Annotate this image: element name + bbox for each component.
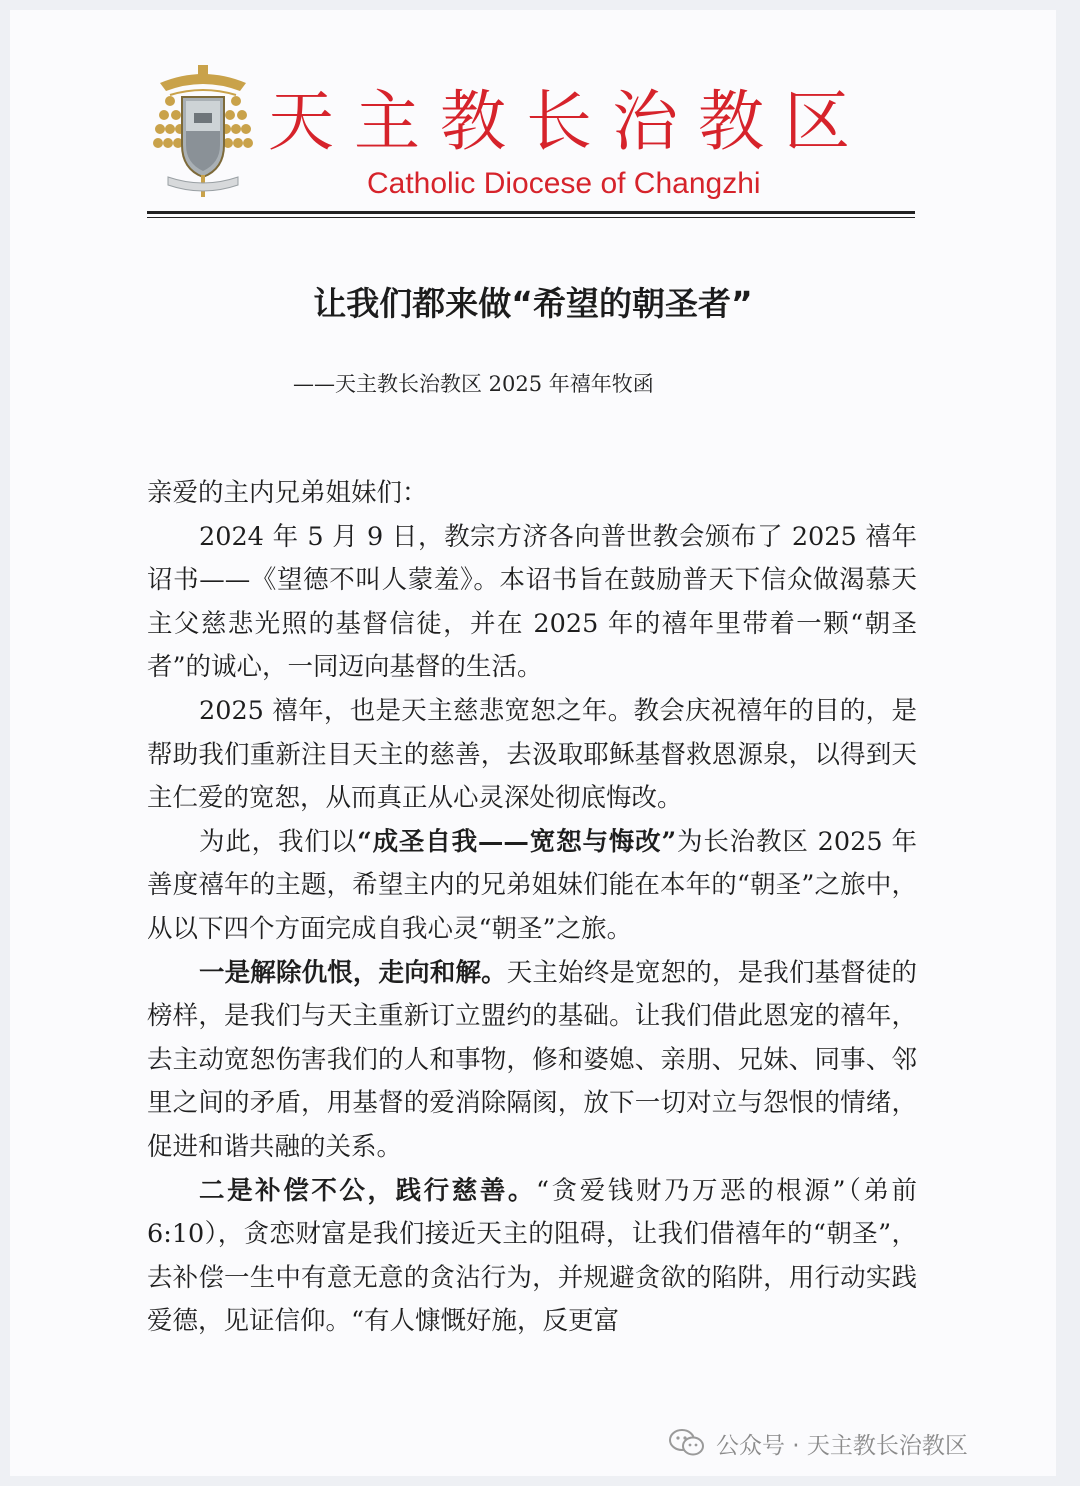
watermark-label: 公众号 · 天主教长治教区 — [716, 1432, 968, 1459]
document-page — [10, 10, 1056, 1476]
paragraph-theme: “成圣自我——宽恕与悔改” — [357, 826, 677, 857]
letterhead-divider-thick — [147, 211, 915, 214]
paragraph-5 — [147, 1170, 917, 1344]
org-name-en: Catholic Diocese of Changzhi — [367, 167, 761, 200]
paragraph-lead: 一是解除仇恨，走向和解。 — [199, 957, 507, 988]
paragraph-text: 2025 禧年，也是天主慈悲宽恕之年。教会庆祝禧年的目的，是帮助我们重新注目天主的慈善，去汲取耶稣基督救恩源泉，以得到天主仁爱的宽恕，从而真正从心灵深处彻底悔改。 — [147, 695, 917, 814]
letterhead-divider-thin — [147, 217, 915, 218]
watermark — [668, 1423, 968, 1463]
salutation: 亲爱的主内兄弟姐妹们： — [147, 478, 428, 508]
wechat-icon — [668, 1428, 706, 1458]
paragraph-text: “贪爱钱财乃万恶的根源”（弟前 6:10），贪恋财富是我们接近天主的阻碍，让我们借禧年的“朝圣”，去补偿一生中有意无意的贪沾行为，并规避贪欲的陷阱，用行动实践爱德，见证信仰。“有人慷慨好施，反更富 — [147, 1175, 917, 1337]
diocese-crest-icon — [148, 65, 258, 200]
paragraph-4 — [147, 952, 917, 1170]
paragraph-1 — [147, 516, 917, 690]
paragraph-lead: 二是补偿不公，践行慈善。 — [199, 1175, 536, 1206]
paragraph-pre: 为此，我们以 — [199, 826, 358, 857]
letter-body — [147, 472, 917, 1344]
paragraph-3 — [147, 821, 917, 952]
letter-subtitle: ——天主教长治教区 2025 年禧年牧函 — [293, 372, 654, 396]
letter-title: 让我们都来做“希望的朝圣者” — [313, 284, 753, 323]
org-name-cn: 天主教长治教区 — [268, 83, 870, 160]
paragraph-2 — [147, 690, 917, 821]
paragraph-text: 为长治教区 2025 年善度禧年的主题，希望主内的兄弟姐妹们能在本年的“朝圣”之旅中，从以下四个方面完成自我心灵“朝圣”之旅。 — [147, 826, 917, 944]
paragraph-text: 天主始终是宽恕的，是我们基督徒的榜样，是我们与天主重新订立盟约的基础。让我们借此恩宠的禧年，去主动宽恕伤害我们的人和事物，修和婆媳、亲朋、兄妹、同事、邻里之间的矛盾，用基督的爱消除隔阂，放下一切对立与怨恨的情绪，促进和谐共融的关系。 — [147, 957, 917, 1162]
paragraph-text: 2024 年 5 月 9 日，教宗方济各向普世教会颁布了 2025 禧年诏书——《望德不叫人蒙羞》。本诏书旨在鼓励普天下信众做渴慕天主父慈悲光照的基督信徒，并在 2025 年的禧年里带着一颗“朝圣者”的诚心，一同迈向基督的生活。 — [147, 521, 917, 683]
